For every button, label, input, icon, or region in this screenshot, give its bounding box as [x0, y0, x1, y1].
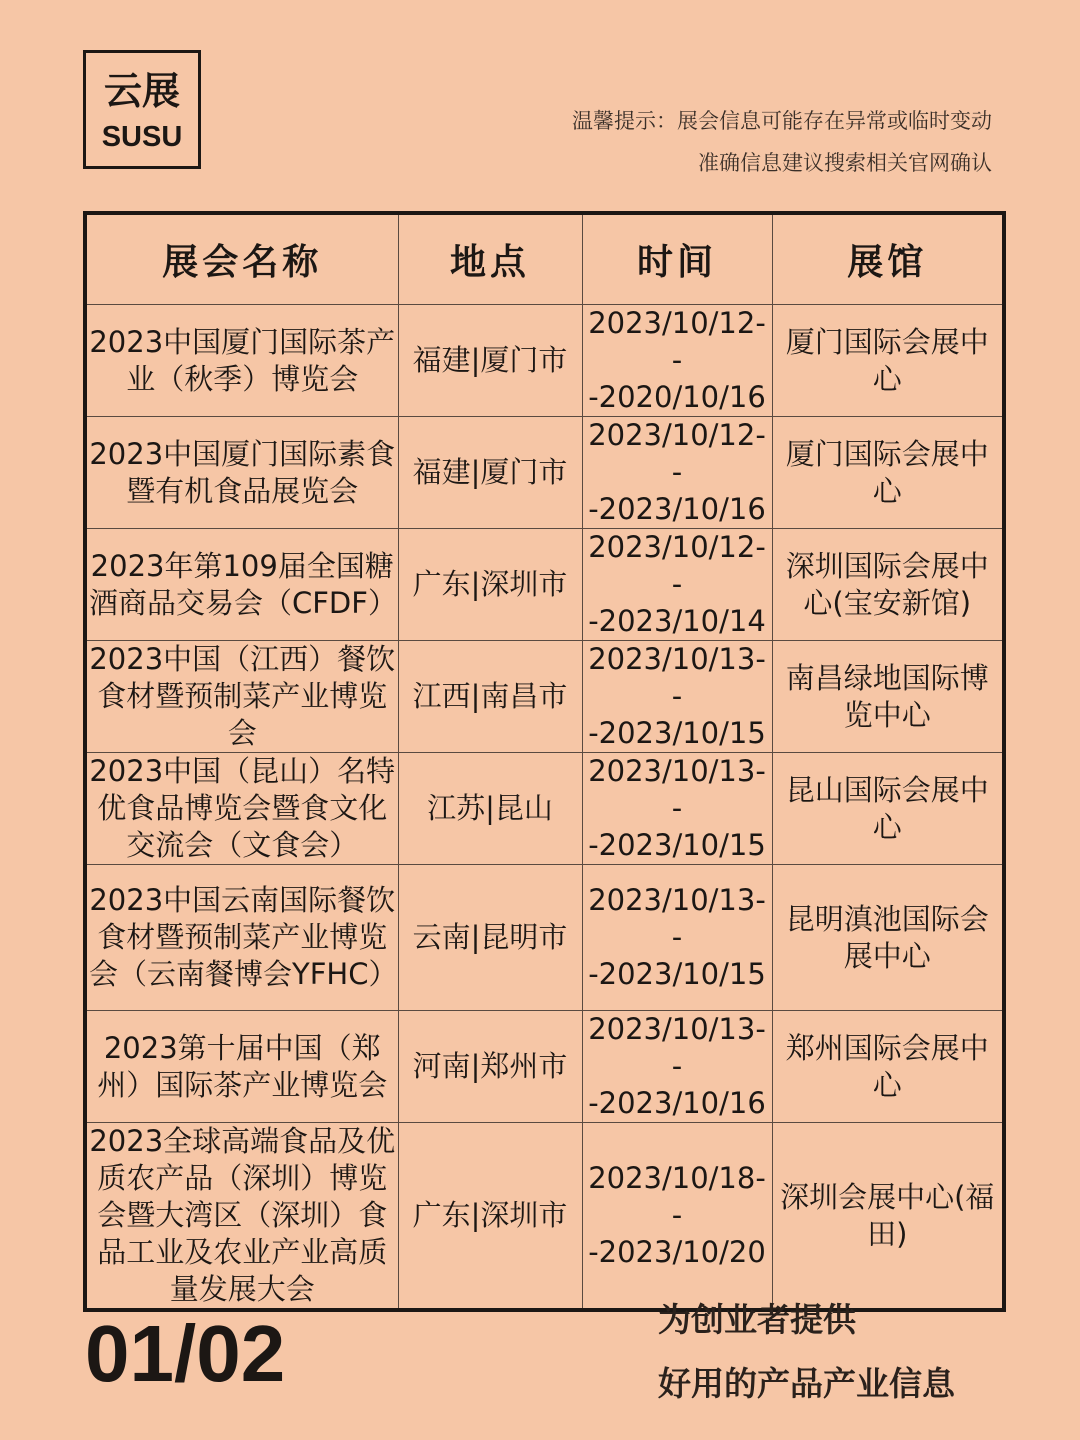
- cell-time: 2023/10/13---2023/10/15: [582, 753, 772, 865]
- cell-time: 2023/10/18---2023/10/20: [582, 1123, 772, 1311]
- table-row: [85, 753, 1004, 865]
- cell-venue: 深圳会展中心(福田): [772, 1123, 1004, 1311]
- cell-location: 江西|南昌市: [398, 641, 582, 753]
- header-name: 展会名称: [85, 213, 398, 305]
- brand-name-en: SUSU: [101, 121, 183, 153]
- cell-time: 2023/10/12---2023/10/14: [582, 529, 772, 641]
- cell-venue: 厦门国际会展中心: [772, 305, 1004, 417]
- page-number: 01/02: [85, 1309, 286, 1398]
- notice-line-1: 温馨提示：展会信息可能存在异常或临时变动: [572, 109, 992, 133]
- brand-name-cn: 云展: [103, 69, 180, 113]
- cell-location: 江苏|昆山: [398, 753, 582, 865]
- cell-location: 河南|郑州市: [398, 1011, 582, 1123]
- cell-venue: 深圳国际会展中心(宝安新馆): [772, 529, 1004, 641]
- table-header-row: [85, 213, 1004, 305]
- cell-location: 福建|厦门市: [398, 305, 582, 417]
- slogan: [658, 1288, 955, 1416]
- table-row: [85, 865, 1004, 1011]
- cell-venue: 昆明滇池国际会展中心: [772, 865, 1004, 1011]
- cell-time: 2023/10/13---2023/10/15: [582, 865, 772, 1011]
- cell-name: 2023第十届中国（郑州）国际茶产业博览会: [85, 1011, 398, 1123]
- cell-name: 2023全球高端食品及优质农产品（深圳）博览会暨大湾区（深圳）食品工业及农业产业高质量发展大会: [85, 1123, 398, 1311]
- notice-line-2: 准确信息建议搜索相关官网确认: [698, 151, 992, 175]
- table-row: [85, 1011, 1004, 1123]
- brand-logo: [83, 50, 201, 169]
- cell-name: 2023年第109届全国糖酒商品交易会（CFDF）: [85, 529, 398, 641]
- table-row: [85, 305, 1004, 417]
- header-location: 地点: [398, 213, 582, 305]
- header-venue: 展馆: [772, 213, 1004, 305]
- expo-table: [83, 211, 1006, 1312]
- header-time: 时间: [582, 213, 772, 305]
- table-row: [85, 529, 1004, 641]
- cell-time: 2023/10/13---2023/10/15: [582, 641, 772, 753]
- cell-location: 广东|深圳市: [398, 529, 582, 641]
- cell-venue: 昆山国际会展中心: [772, 753, 1004, 865]
- cell-location: 广东|深圳市: [398, 1123, 582, 1311]
- cell-name: 2023中国云南国际餐饮食材暨预制菜产业博览会（云南餐博会YFHC）: [85, 865, 398, 1011]
- cell-name: 2023中国（江西）餐饮食材暨预制菜产业博览会: [85, 641, 398, 753]
- table-row: [85, 417, 1004, 529]
- cell-venue: 厦门国际会展中心: [772, 417, 1004, 529]
- slogan-line-1: 为创业者提供: [658, 1300, 856, 1339]
- cell-location: 福建|厦门市: [398, 417, 582, 529]
- cell-name: 2023中国（昆山）名特优食品博览会暨食文化交流会（文食会）: [85, 753, 398, 865]
- slogan-line-2: 好用的产品产业信息: [658, 1364, 955, 1403]
- cell-name: 2023中国厦门国际素食暨有机食品展览会: [85, 417, 398, 529]
- cell-time: 2023/10/13---2023/10/16: [582, 1011, 772, 1123]
- cell-name: 2023中国厦门国际茶产业（秋季）博览会: [85, 305, 398, 417]
- notice: [572, 100, 992, 184]
- table-row: [85, 1123, 1004, 1311]
- cell-time: 2023/10/12---2020/10/16: [582, 305, 772, 417]
- cell-venue: 南昌绿地国际博览中心: [772, 641, 1004, 753]
- cell-time: 2023/10/12---2023/10/16: [582, 417, 772, 529]
- cell-venue: 郑州国际会展中心: [772, 1011, 1004, 1123]
- cell-location: 云南|昆明市: [398, 865, 582, 1011]
- table-row: [85, 641, 1004, 753]
